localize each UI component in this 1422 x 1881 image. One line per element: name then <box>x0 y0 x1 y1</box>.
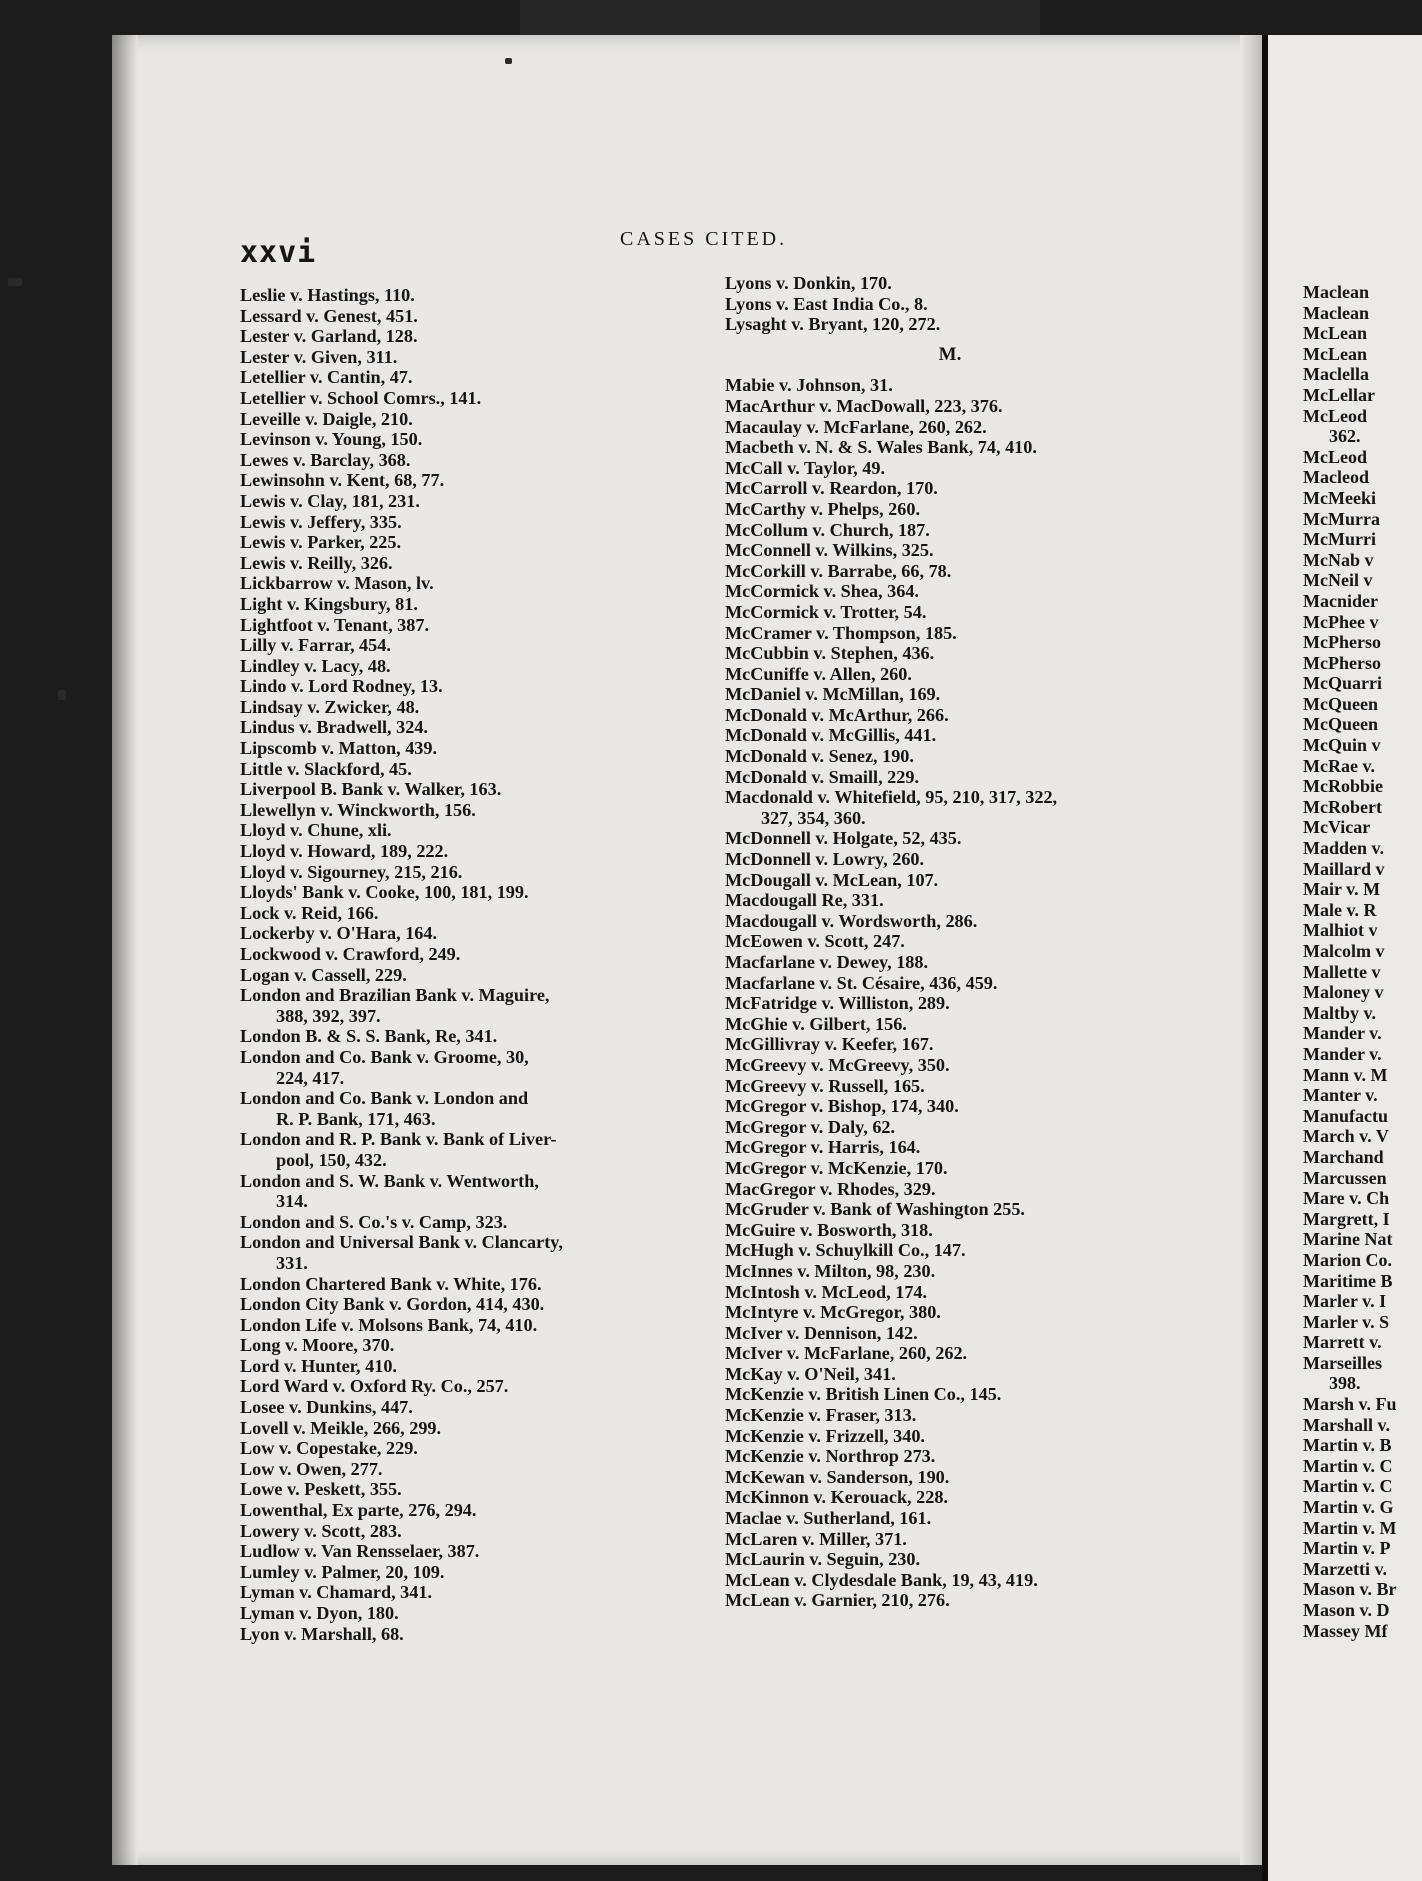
case-entry: McConnell v. Wilkins, 325. <box>725 540 934 561</box>
case-entry: Letellier v. Cantin, 47. <box>240 367 413 388</box>
case-entry: Lowenthal, Ex parte, 276, 294. <box>240 1500 477 1521</box>
case-entry: Macdougall v. Wordsworth, 286. <box>725 910 978 931</box>
case-entry: Marseilles <box>1303 1352 1382 1373</box>
case-entry: McKay v. O'Neil, 341. <box>725 1363 896 1384</box>
case-entry: McKewan v. Sanderson, 190. <box>725 1466 950 1487</box>
case-entry: MacArthur v. MacDowall, 223, 376. <box>725 395 1003 416</box>
case-entry: Macfarlane v. Dewey, 188. <box>725 952 929 972</box>
case-entry: Marler v. I <box>1303 1291 1387 1312</box>
page-gutter-shadow <box>112 35 138 1865</box>
case-entry: Macdougall Re, 331. <box>725 890 884 911</box>
case-entry: Lyons v. Donkin, 170. <box>725 273 892 293</box>
case-entry: Macdonald v. Whitefield, 95, 210, 317, 322, <box>725 787 1058 808</box>
case-entry: McPherso <box>1303 632 1381 653</box>
case-entry: Ludlow v. Van Rensselaer, 387. <box>240 1541 480 1562</box>
case-entry: London and Co. Bank v. Groome, 30, <box>240 1046 529 1067</box>
case-entry: Leveille v. Daigle, 210. <box>240 408 413 429</box>
case-entry: Lyman v. Dyon, 180. <box>240 1603 399 1623</box>
case-entry: Lord Ward v. Oxford Ry. Co., 257. <box>240 1376 509 1397</box>
case-entry: Low v. Owen, 277. <box>240 1458 383 1479</box>
case-entry: McCarthy v. Phelps, 260. <box>725 498 920 519</box>
case-entry: McCormick v. Shea, 364. <box>725 581 919 602</box>
case-entry: Lord v. Hunter, 410. <box>240 1355 397 1376</box>
case-entry: McInnes v. Milton, 98, 230. <box>725 1260 936 1281</box>
case-entry: McRobert <box>1303 796 1382 817</box>
case-entry: Marchand <box>1303 1146 1384 1167</box>
case-entry: McGregor v. Harris, 164. <box>725 1137 921 1158</box>
case-entry: McCormick v. Trotter, 54. <box>725 601 927 622</box>
case-entry: Mallette v <box>1303 961 1381 982</box>
right-page-column <box>1303 282 1422 1641</box>
case-entry: McDonnell v. Lowry, 260. <box>725 849 925 870</box>
case-entry: Maclean <box>1303 282 1369 302</box>
case-entry: McGruder v. Bank of Washington 255. <box>725 1199 1025 1220</box>
case-entry: McLaren v. Miller, 371. <box>725 1528 907 1549</box>
case-entry: McDonald v. McGillis, 441. <box>725 725 937 746</box>
case-entry: McRobbie <box>1303 776 1383 797</box>
case-entry: Long v. Moore, 370. <box>240 1335 395 1356</box>
case-entry: London and Universal Bank v. Clancarty, <box>240 1232 563 1253</box>
case-entry: Mabie v. Johnson, 31. <box>725 375 893 396</box>
case-entry: Mander v. <box>1303 1023 1382 1044</box>
case-entry: McDonald v. McArthur, 266. <box>725 704 949 725</box>
case-entry: McHugh v. Schuylkill Co., 147. <box>725 1240 966 1261</box>
case-entry: Madden v. <box>1303 838 1385 859</box>
case-entry: Lysaght v. Bryant, 120, 272. <box>725 314 941 335</box>
case-entry: March v. V <box>1303 1126 1389 1147</box>
case-entry: Lowery v. Scott, 283. <box>240 1520 402 1541</box>
case-entry: McDaniel v. McMillan, 169. <box>725 684 941 705</box>
case-entry: Manter v. <box>1303 1085 1378 1106</box>
case-entry: Manufactu <box>1303 1105 1388 1126</box>
case-entry: McGillivray v. Keefer, 167. <box>725 1034 934 1055</box>
case-entry: Lloyd v. Chune, xli. <box>240 820 392 841</box>
case-entry: McGregor v. McKenzie, 170. <box>725 1157 948 1178</box>
case-entry: 362. <box>1329 426 1361 447</box>
case-entry: Marshall v. <box>1303 1414 1391 1435</box>
case-entry: McQuarri <box>1303 673 1382 694</box>
case-entry: McGhie v. Gilbert, 156. <box>725 1013 907 1034</box>
case-entry: McLean v. Garnier, 210, 276. <box>725 1590 950 1611</box>
case-entry: Mann v. M <box>1303 1064 1388 1085</box>
case-entry: Lumley v. Palmer, 20, 109. <box>240 1561 445 1582</box>
case-entry: Lickbarrow v. Mason, lv. <box>240 573 434 594</box>
case-entry: Lindsay v. Zwicker, 48. <box>240 696 420 717</box>
case-entry: Maritime B <box>1303 1270 1393 1291</box>
case-entry: Logan v. Cassell, 229. <box>240 964 407 985</box>
case-entry: Lipscomb v. Matton, 439. <box>240 738 438 759</box>
case-entry: McMurri <box>1303 529 1376 550</box>
case-entry: 224, 417. <box>276 1067 345 1088</box>
case-entry: McGregor v. Bishop, 174, 340. <box>725 1096 959 1117</box>
case-entry: McDonald v. Senez, 190. <box>725 746 914 767</box>
case-entry: McKenzie v. Fraser, 313. <box>725 1405 917 1426</box>
case-entry: Lyons v. East India Co., 8. <box>725 293 928 314</box>
case-entry: Maclean <box>1303 302 1369 323</box>
case-entry: Macbeth v. N. & S. Wales Bank, 74, 410. <box>725 437 1037 458</box>
case-entry: Marion Co. <box>1303 1249 1392 1270</box>
case-entry: Lightfoot v. Tenant, 387. <box>240 614 429 635</box>
case-entry: London and S. Co.'s v. Camp, 323. <box>240 1211 508 1232</box>
case-entry: Martin v. M <box>1303 1517 1397 1538</box>
case-entry: Lyman v. Chamard, 341. <box>240 1582 433 1603</box>
case-entry: Mason v. D <box>1303 1600 1390 1620</box>
case-entry: Lewinsohn v. Kent, 68, 77. <box>240 470 445 491</box>
case-entry: Lewis v. Clay, 181, 231. <box>240 490 420 511</box>
case-entry: Marrett v. <box>1303 1332 1382 1353</box>
case-entry: McQuin v <box>1303 735 1381 756</box>
middle-column <box>725 273 1215 1611</box>
case-entry: McGreevy v. McGreevy, 350. <box>725 1054 950 1075</box>
case-entry: Losee v. Dunkins, 447. <box>240 1397 413 1418</box>
case-entry: Malcolm v <box>1303 941 1385 961</box>
case-entry: Leslie v. Hastings, 110. <box>240 285 415 305</box>
case-entry: Maclae v. Sutherland, 161. <box>725 1508 932 1529</box>
case-entry: Lilly v. Farrar, 454. <box>240 635 391 656</box>
case-entry: McFatridge v. Williston, 289. <box>725 993 950 1014</box>
case-entry: Lewis v. Parker, 225. <box>240 532 401 553</box>
case-entry: McPhee v <box>1303 611 1379 632</box>
case-entry: Lewis v. Jeffery, 335. <box>240 511 402 532</box>
case-entry: McCarroll v. Reardon, 170. <box>725 478 938 499</box>
left-column <box>240 285 740 1644</box>
case-entry: Martin v. C <box>1303 1476 1393 1497</box>
case-entry: McNab v <box>1303 549 1374 570</box>
case-entry: Massey Mf <box>1303 1620 1388 1641</box>
case-entry: 398. <box>1329 1373 1361 1394</box>
case-entry: Maillard v <box>1303 858 1385 879</box>
page-number: xxvi <box>240 235 317 270</box>
case-entry: McKenzie v. Northrop 273. <box>725 1446 936 1467</box>
case-entry: Lovell v. Meikle, 266, 299. <box>240 1417 442 1438</box>
case-entry: Lester v. Garland, 128. <box>240 326 418 347</box>
scan-speck <box>8 278 22 286</box>
case-entry: Macnider <box>1303 590 1378 611</box>
case-entry: Malhiot v <box>1303 920 1378 941</box>
case-entry: 314. <box>276 1191 308 1212</box>
case-entry: McIntyre v. McGregor, 380. <box>725 1302 941 1323</box>
case-entry: Marcussen <box>1303 1167 1387 1188</box>
case-entry: Martin v. C <box>1303 1455 1393 1476</box>
case-entry: London and Co. Bank v. London and <box>240 1088 529 1109</box>
case-entry: McLaurin v. Seguin, 230. <box>725 1549 921 1570</box>
case-entry: McIver v. McFarlane, 260, 262. <box>725 1343 968 1364</box>
case-entry: Macfarlane v. St. Césaire, 436, 459. <box>725 972 998 993</box>
case-entry: McMurra <box>1303 508 1380 529</box>
case-entry: Letellier v. School Comrs., 141. <box>240 387 482 408</box>
case-entry: Lyon v. Marshall, 68. <box>240 1623 404 1644</box>
case-entry: McCall v. Taylor, 49. <box>725 457 885 478</box>
case-entry: 388, 392, 397. <box>276 1005 381 1026</box>
case-entry: Lewes v. Barclay, 368. <box>240 449 411 470</box>
case-entry: McCubbin v. Stephen, 436. <box>725 643 935 664</box>
case-entry: Lloyds' Bank v. Cooke, 100, 181, 199. <box>240 882 529 903</box>
page-fold-edge <box>1240 35 1262 1865</box>
case-entry: Maltby v. <box>1303 1002 1377 1023</box>
case-entry: London B. & S. S. Bank, Re, 341. <box>240 1026 498 1047</box>
case-entry: McGreevy v. Russell, 165. <box>725 1075 925 1096</box>
scan-speck <box>505 58 512 64</box>
case-entry: McLean <box>1303 343 1367 364</box>
case-entry: Marzetti v. <box>1303 1558 1387 1579</box>
case-entry: Llewellyn v. Winckworth, 156. <box>240 799 476 820</box>
case-entry: Mason v. Br <box>1303 1579 1397 1600</box>
case-entry: McDonnell v. Holgate, 52, 435. <box>725 828 962 849</box>
case-entry: McIver v. Dennison, 142. <box>725 1322 918 1343</box>
case-entry: Mander v. <box>1303 1043 1382 1064</box>
case-entry: McQueen <box>1303 714 1378 735</box>
case-entry: Maloney v <box>1303 982 1384 1003</box>
case-entry: MacGregor v. Rhodes, 329. <box>725 1178 936 1199</box>
case-entry: McKenzie v. Frizzell, 340. <box>725 1425 925 1446</box>
case-entry: Lessard v. Genest, 451. <box>240 305 418 326</box>
case-entry: 327, 354, 360. <box>761 807 866 828</box>
case-entry: McVicar <box>1303 817 1371 838</box>
case-entry: McCollum v. Church, 187. <box>725 519 930 540</box>
case-entry: Lockwood v. Crawford, 249. <box>240 944 461 964</box>
case-entry: McNeil v <box>1303 570 1373 591</box>
case-entry: Martin v. P <box>1303 1538 1391 1559</box>
case-entry: London Life v. Molsons Bank, 74, 410. <box>240 1314 538 1335</box>
case-entry: McLeod <box>1303 446 1367 467</box>
case-entry: McCorkill v. Barrabe, 66, 78. <box>725 560 952 581</box>
section-letter-heading: M. <box>938 343 962 365</box>
case-entry: McKenzie v. British Linen Co., 145. <box>725 1384 1002 1405</box>
case-entry: McLean v. Clydesdale Bank, 19, 43, 419. <box>725 1569 1038 1590</box>
case-entry: Male v. R <box>1303 899 1377 920</box>
case-entry: McKinnon v. Kerouack, 228. <box>725 1487 948 1508</box>
case-entry: Liverpool B. Bank v. Walker, 163. <box>240 779 502 800</box>
case-entry: Lindo v. Lord Rodney, 13. <box>240 676 443 697</box>
case-entry: Margrett, I <box>1303 1208 1390 1229</box>
case-entry: Low v. Copestake, 229. <box>240 1438 418 1459</box>
case-entry: Lewis v. Reilly, 326. <box>240 552 393 573</box>
case-entry: McDonald v. Smaill, 229. <box>725 766 920 787</box>
case-entry: McQueen <box>1303 693 1378 714</box>
case-entry: London and R. P. Bank v. Bank of Liver- <box>240 1129 557 1150</box>
case-entry: Macleod <box>1303 467 1369 488</box>
case-entry: Lindus v. Bradwell, 324. <box>240 717 428 738</box>
case-entry: Lloyd v. Sigourney, 215, 216. <box>240 861 463 882</box>
case-entry: Levinson v. Young, 150. <box>240 429 423 450</box>
case-entry: McCramer v. Thompson, 185. <box>725 622 957 643</box>
case-entry: Marler v. S <box>1303 1311 1390 1332</box>
page-title: CASES CITED. <box>620 228 788 250</box>
case-entry: Marine Nat <box>1303 1229 1393 1250</box>
case-entry: McPherso <box>1303 652 1381 673</box>
case-entry: Macaulay v. McFarlane, 260, 262. <box>725 416 987 437</box>
case-entry: London Chartered Bank v. White, 176. <box>240 1273 542 1294</box>
case-entry: Martin v. B <box>1303 1435 1392 1456</box>
case-entry: Lloyd v. Howard, 189, 222. <box>240 841 449 862</box>
case-entry: McDougall v. McLean, 107. <box>725 869 939 890</box>
case-entry: McCuniffe v. Allen, 260. <box>725 663 912 684</box>
case-entry: Mair v. M <box>1303 879 1381 900</box>
case-entry: 331. <box>276 1252 308 1273</box>
case-entry: Martin v. G <box>1303 1497 1394 1518</box>
case-entry: R. P. Bank, 171, 463. <box>276 1108 436 1129</box>
case-entry: Lowe v. Peskett, 355. <box>240 1479 402 1500</box>
case-entry: McLellar <box>1303 384 1375 405</box>
case-entry: Lockerby v. O'Hara, 164. <box>240 923 438 944</box>
case-entry: McRae v. <box>1303 755 1375 776</box>
case-entry: McEowen v. Scott, 247. <box>725 931 905 952</box>
case-entry: McGuire v. Bosworth, 318. <box>725 1219 933 1240</box>
case-entry: McMeeki <box>1303 487 1376 508</box>
case-entry: Lock v. Reid, 166. <box>240 902 379 923</box>
scan-speck <box>58 690 66 700</box>
case-entry: McGregor v. Daly, 62. <box>725 1116 896 1137</box>
case-entry: Lester v. Given, 311. <box>240 346 398 367</box>
case-entry: London and S. W. Bank v. Wentworth, <box>240 1170 539 1191</box>
case-entry: McLeod <box>1303 405 1367 426</box>
case-entry: Marsh v. Fu <box>1303 1394 1397 1415</box>
case-entry: Lindley v. Lacy, 48. <box>240 655 391 676</box>
case-entry: Light v. Kingsbury, 81. <box>240 593 418 614</box>
case-entry: London and Brazilian Bank v. Maguire, <box>240 985 550 1006</box>
case-entry: Little v. Slackford, 45. <box>240 758 412 779</box>
case-entry: Maclella <box>1303 364 1369 385</box>
case-entry: London City Bank v. Gordon, 414, 430. <box>240 1294 545 1315</box>
case-entry: Mare v. Ch <box>1303 1188 1390 1209</box>
case-entry: McIntosh v. McLeod, 174. <box>725 1281 928 1302</box>
case-entry: McLean <box>1303 323 1367 344</box>
case-entry: pool, 150, 432. <box>276 1149 387 1170</box>
